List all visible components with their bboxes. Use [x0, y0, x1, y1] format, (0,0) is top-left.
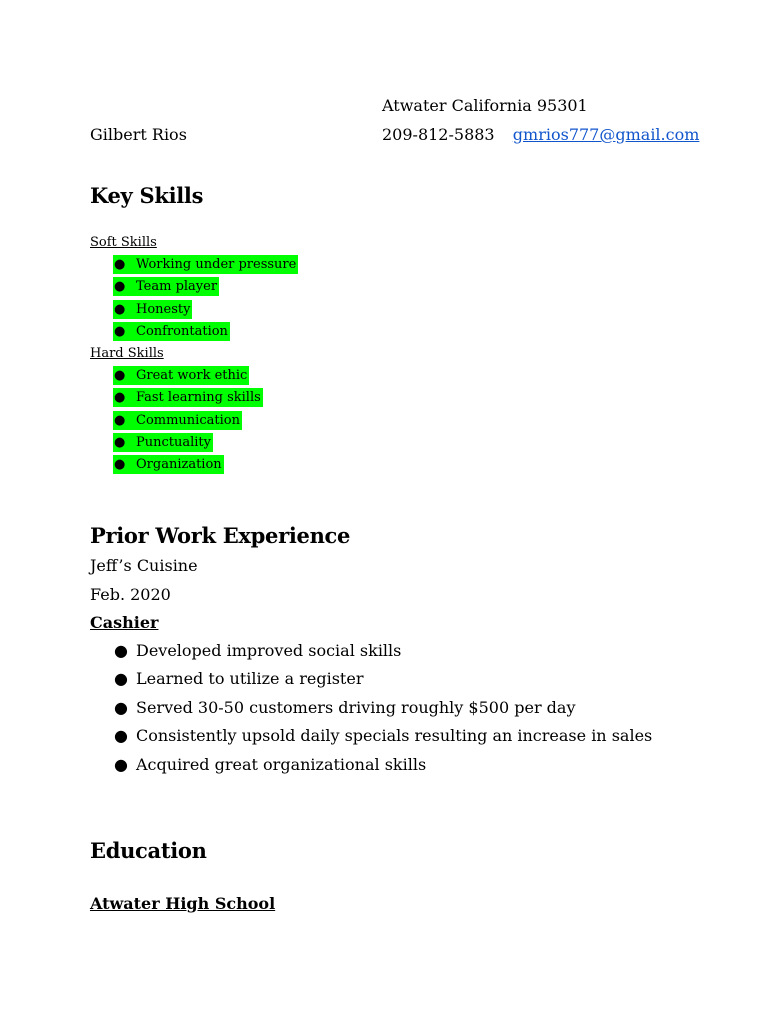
phone-number: 209-812-5883	[382, 125, 495, 144]
hard-skills-list	[113, 366, 263, 477]
bullet-icon: ●	[114, 390, 126, 406]
hard-skill-item	[113, 455, 224, 474]
employment-date: Feb. 2020	[90, 585, 171, 604]
hard-skill-item-text: Communication	[136, 412, 240, 428]
bullet-icon: ●	[114, 669, 128, 689]
hard-skill-item	[113, 388, 263, 407]
email-link[interactable]: gmrios777@gmail.com	[512, 125, 700, 144]
bullet-icon: ●	[114, 697, 128, 717]
experience-bullet	[113, 755, 652, 775]
bullet-icon: ●	[114, 323, 126, 339]
education-heading: Education	[90, 838, 207, 863]
soft-skill-item	[113, 277, 219, 296]
experience-bullet	[113, 669, 652, 689]
hard-skills-label: Hard Skills	[90, 346, 164, 361]
bullet-icon: ●	[114, 279, 126, 295]
contact-line	[382, 125, 699, 145]
experience-bullet-text: Consistently upsold daily specials resulting an increase in sales	[136, 726, 653, 746]
hard-skill-item-text: Punctuality	[136, 434, 212, 450]
soft-skills-label: Soft Skills	[90, 235, 157, 250]
experience-bullet	[113, 641, 652, 661]
full-name: Gilbert Rios	[90, 125, 187, 144]
experience-bullet-text: Acquired great organizational skills	[136, 754, 427, 774]
soft-skill-item	[113, 300, 192, 319]
experience-bullet-text: Served 30-50 customers driving roughly $500 per day	[136, 697, 576, 717]
hard-skill-item	[113, 366, 249, 385]
bullet-icon: ●	[114, 412, 126, 428]
soft-skill-item-text: Team player	[136, 279, 218, 295]
experience-bullet	[113, 698, 652, 718]
job-title: Cashier	[90, 613, 159, 632]
address: Atwater California 95301	[382, 96, 588, 115]
bullet-icon: ●	[114, 726, 128, 746]
hard-skill-item-text: Fast learning skills	[136, 390, 261, 406]
school-name: Atwater High School	[90, 894, 276, 913]
experience-bullet-list	[113, 641, 652, 783]
bullet-icon: ●	[114, 301, 126, 317]
experience-bullet	[113, 726, 652, 746]
soft-skill-item-text: Working under pressure	[136, 257, 297, 272]
soft-skill-item	[113, 322, 230, 341]
bullet-icon: ●	[114, 754, 128, 774]
experience-heading: Prior Work Experience	[90, 523, 351, 548]
hard-skill-item-text: Great work ethic	[136, 368, 248, 383]
bullet-icon: ●	[114, 641, 128, 660]
hard-skill-item-text: Organization	[136, 457, 222, 473]
hard-skill-item	[113, 433, 213, 452]
soft-skill-item-text: Honesty	[136, 301, 191, 317]
soft-skill-item-text: Confrontation	[136, 323, 228, 339]
hard-skill-item	[113, 411, 242, 430]
key-skills-heading: Key Skills	[90, 183, 204, 208]
employer-name: Jeff’s Cuisine	[90, 556, 198, 575]
bullet-icon: ●	[114, 368, 126, 383]
experience-bullet-text: Learned to utilize a register	[136, 669, 364, 689]
soft-skills-list	[113, 255, 298, 344]
bullet-icon: ●	[114, 457, 126, 473]
experience-bullet-text: Developed improved social skills	[136, 641, 402, 660]
bullet-icon: ●	[114, 257, 126, 272]
soft-skill-item	[113, 255, 298, 274]
bullet-icon: ●	[114, 434, 126, 450]
